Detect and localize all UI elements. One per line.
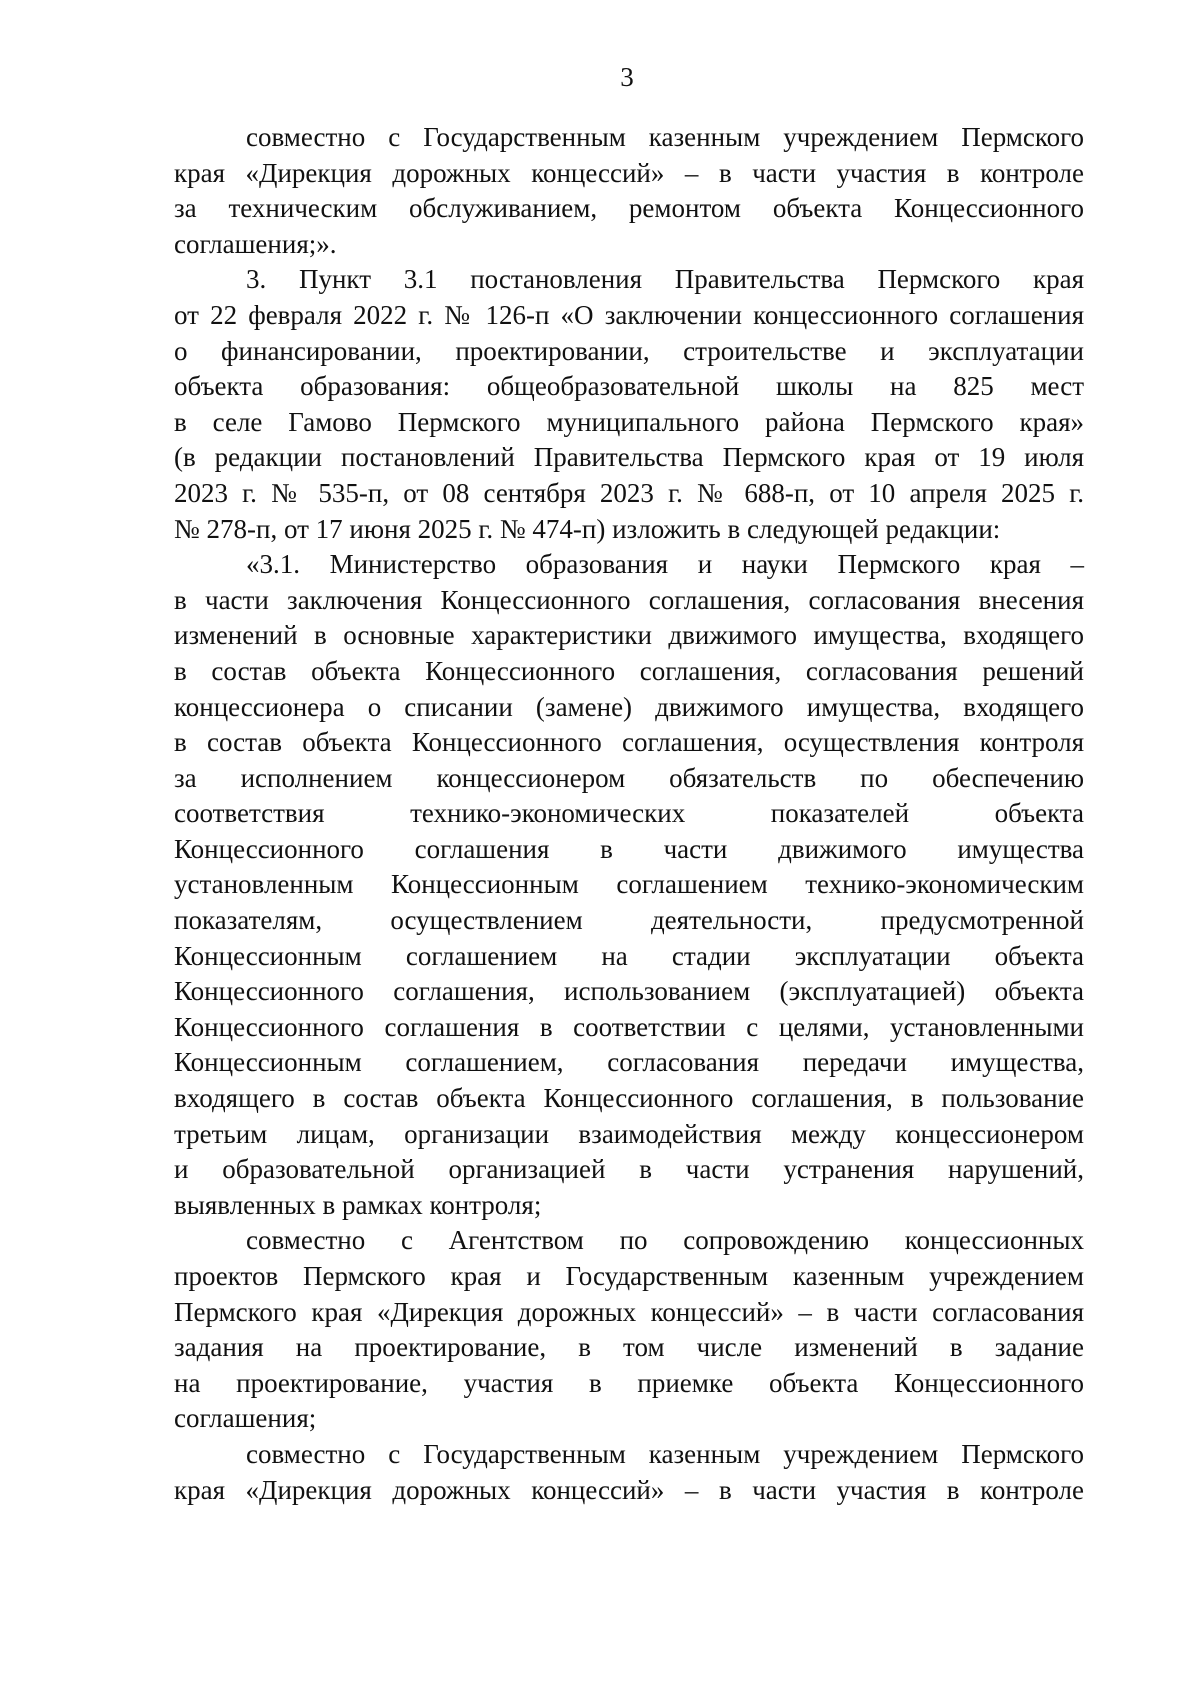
text-line: на проектирование, участия в приемке объекта Концессионного xyxy=(174,1367,1084,1398)
text-line: проектов Пермского края и Государственным казенным учреждением xyxy=(174,1261,1084,1291)
text-line: в состав объекта Концессионного соглашения, согласования решений xyxy=(174,655,1084,686)
text-line: концессионера о списании (замене) движимого имущества, входящего xyxy=(174,691,1084,722)
text-line: выявленных в рамках контроля; xyxy=(174,1189,542,1220)
text-line: совместно с Государственным казенным учреждением Пермского xyxy=(246,122,1084,152)
text-line: Концессионного соглашения в соответствии с целями, установленными xyxy=(174,1011,1084,1042)
text-line: в селе Гамово Пермского муниципального района Пермского края» xyxy=(174,406,1084,437)
text-line: о финансировании, проектировании, строительстве и эксплуатации xyxy=(174,335,1084,366)
text-line: № 278-п, от 17 июня 2025 г. № 474-п) изложить в следующей редакции: xyxy=(174,513,1001,544)
text-line: 2023 г. № 535-п, от 08 сентября 2023 г. № 688-п, от 10 апреля 2025 г. xyxy=(174,477,1084,508)
text-line: совместно с Государственным казенным учреждением Пермского xyxy=(246,1438,1084,1469)
text-line: совместно с Агентством по сопровождению концессионных xyxy=(246,1225,1084,1256)
text-line: 3. Пункт 3.1 постановления Правительства Пермского края xyxy=(246,264,1084,295)
paragraph xyxy=(174,1437,1084,1508)
paragraph xyxy=(174,1223,1084,1437)
text-line: показателям, осуществлением деятельности, предусмотренной xyxy=(174,905,1084,936)
text-line: Концессионного соглашения, использованием (эксплуатацией) объекта xyxy=(174,976,1084,1007)
text-line: от 22 февраля 2022 г. № 126-п «О заключении концессионного соглашения xyxy=(174,299,1084,330)
paragraph xyxy=(174,547,1084,1223)
text-line: соответствия технико-экономических показателей объекта xyxy=(174,798,1084,829)
text-line: соглашения;». xyxy=(174,228,337,259)
paragraph xyxy=(174,262,1084,547)
text-line: третьим лицам, организации взаимодействия между концессионером xyxy=(174,1118,1084,1149)
text-line: Пермского края «Дирекция дорожных концессий» – в части согласования xyxy=(174,1296,1084,1327)
document-body xyxy=(174,120,1084,1508)
text-line: объекта образования: общеобразовательной школы на 825 мест xyxy=(174,371,1084,402)
text-line: Концессионным соглашением на стадии эксплуатации объекта xyxy=(174,940,1084,971)
text-line: в части заключения Концессионного соглашения, согласования внесения xyxy=(174,584,1084,615)
text-line: изменений в основные характеристики движимого имущества, входящего xyxy=(174,620,1084,651)
text-line: и образовательной организацией в части устранения нарушений, xyxy=(174,1154,1084,1185)
page-number: 3 xyxy=(620,62,634,92)
text-line: за исполнением концессионером обязательств по обеспечению xyxy=(174,762,1084,793)
text-line: Концессионным соглашением, согласования передачи имущества, xyxy=(174,1047,1084,1078)
text-line: Концессионного соглашения в части движимого имущества xyxy=(174,833,1084,864)
text-line: задания на проектирование, в том числе изменений в задание xyxy=(174,1332,1084,1363)
text-line: края «Дирекция дорожных концессий» – в части участия в контроле xyxy=(174,157,1084,188)
text-line: в состав объекта Концессионного соглашения, осуществления контроля xyxy=(174,727,1084,758)
paragraph xyxy=(174,120,1084,262)
text-line: «3.1. Министерство образования и науки Пермского края – xyxy=(246,549,1084,580)
text-line: соглашения; xyxy=(174,1403,317,1434)
text-line: за техническим обслуживанием, ремонтом объекта Концессионного xyxy=(174,193,1084,224)
text-line: края «Дирекция дорожных концессий» – в части участия в контроле xyxy=(174,1474,1084,1505)
text-line: (в редакции постановлений Правительства Пермского края от 19 июля xyxy=(174,442,1084,473)
text-line: входящего в состав объекта Концессионного соглашения, в пользование xyxy=(174,1083,1084,1114)
text-line: установленным Концессионным соглашением технико-экономическим xyxy=(174,869,1084,900)
